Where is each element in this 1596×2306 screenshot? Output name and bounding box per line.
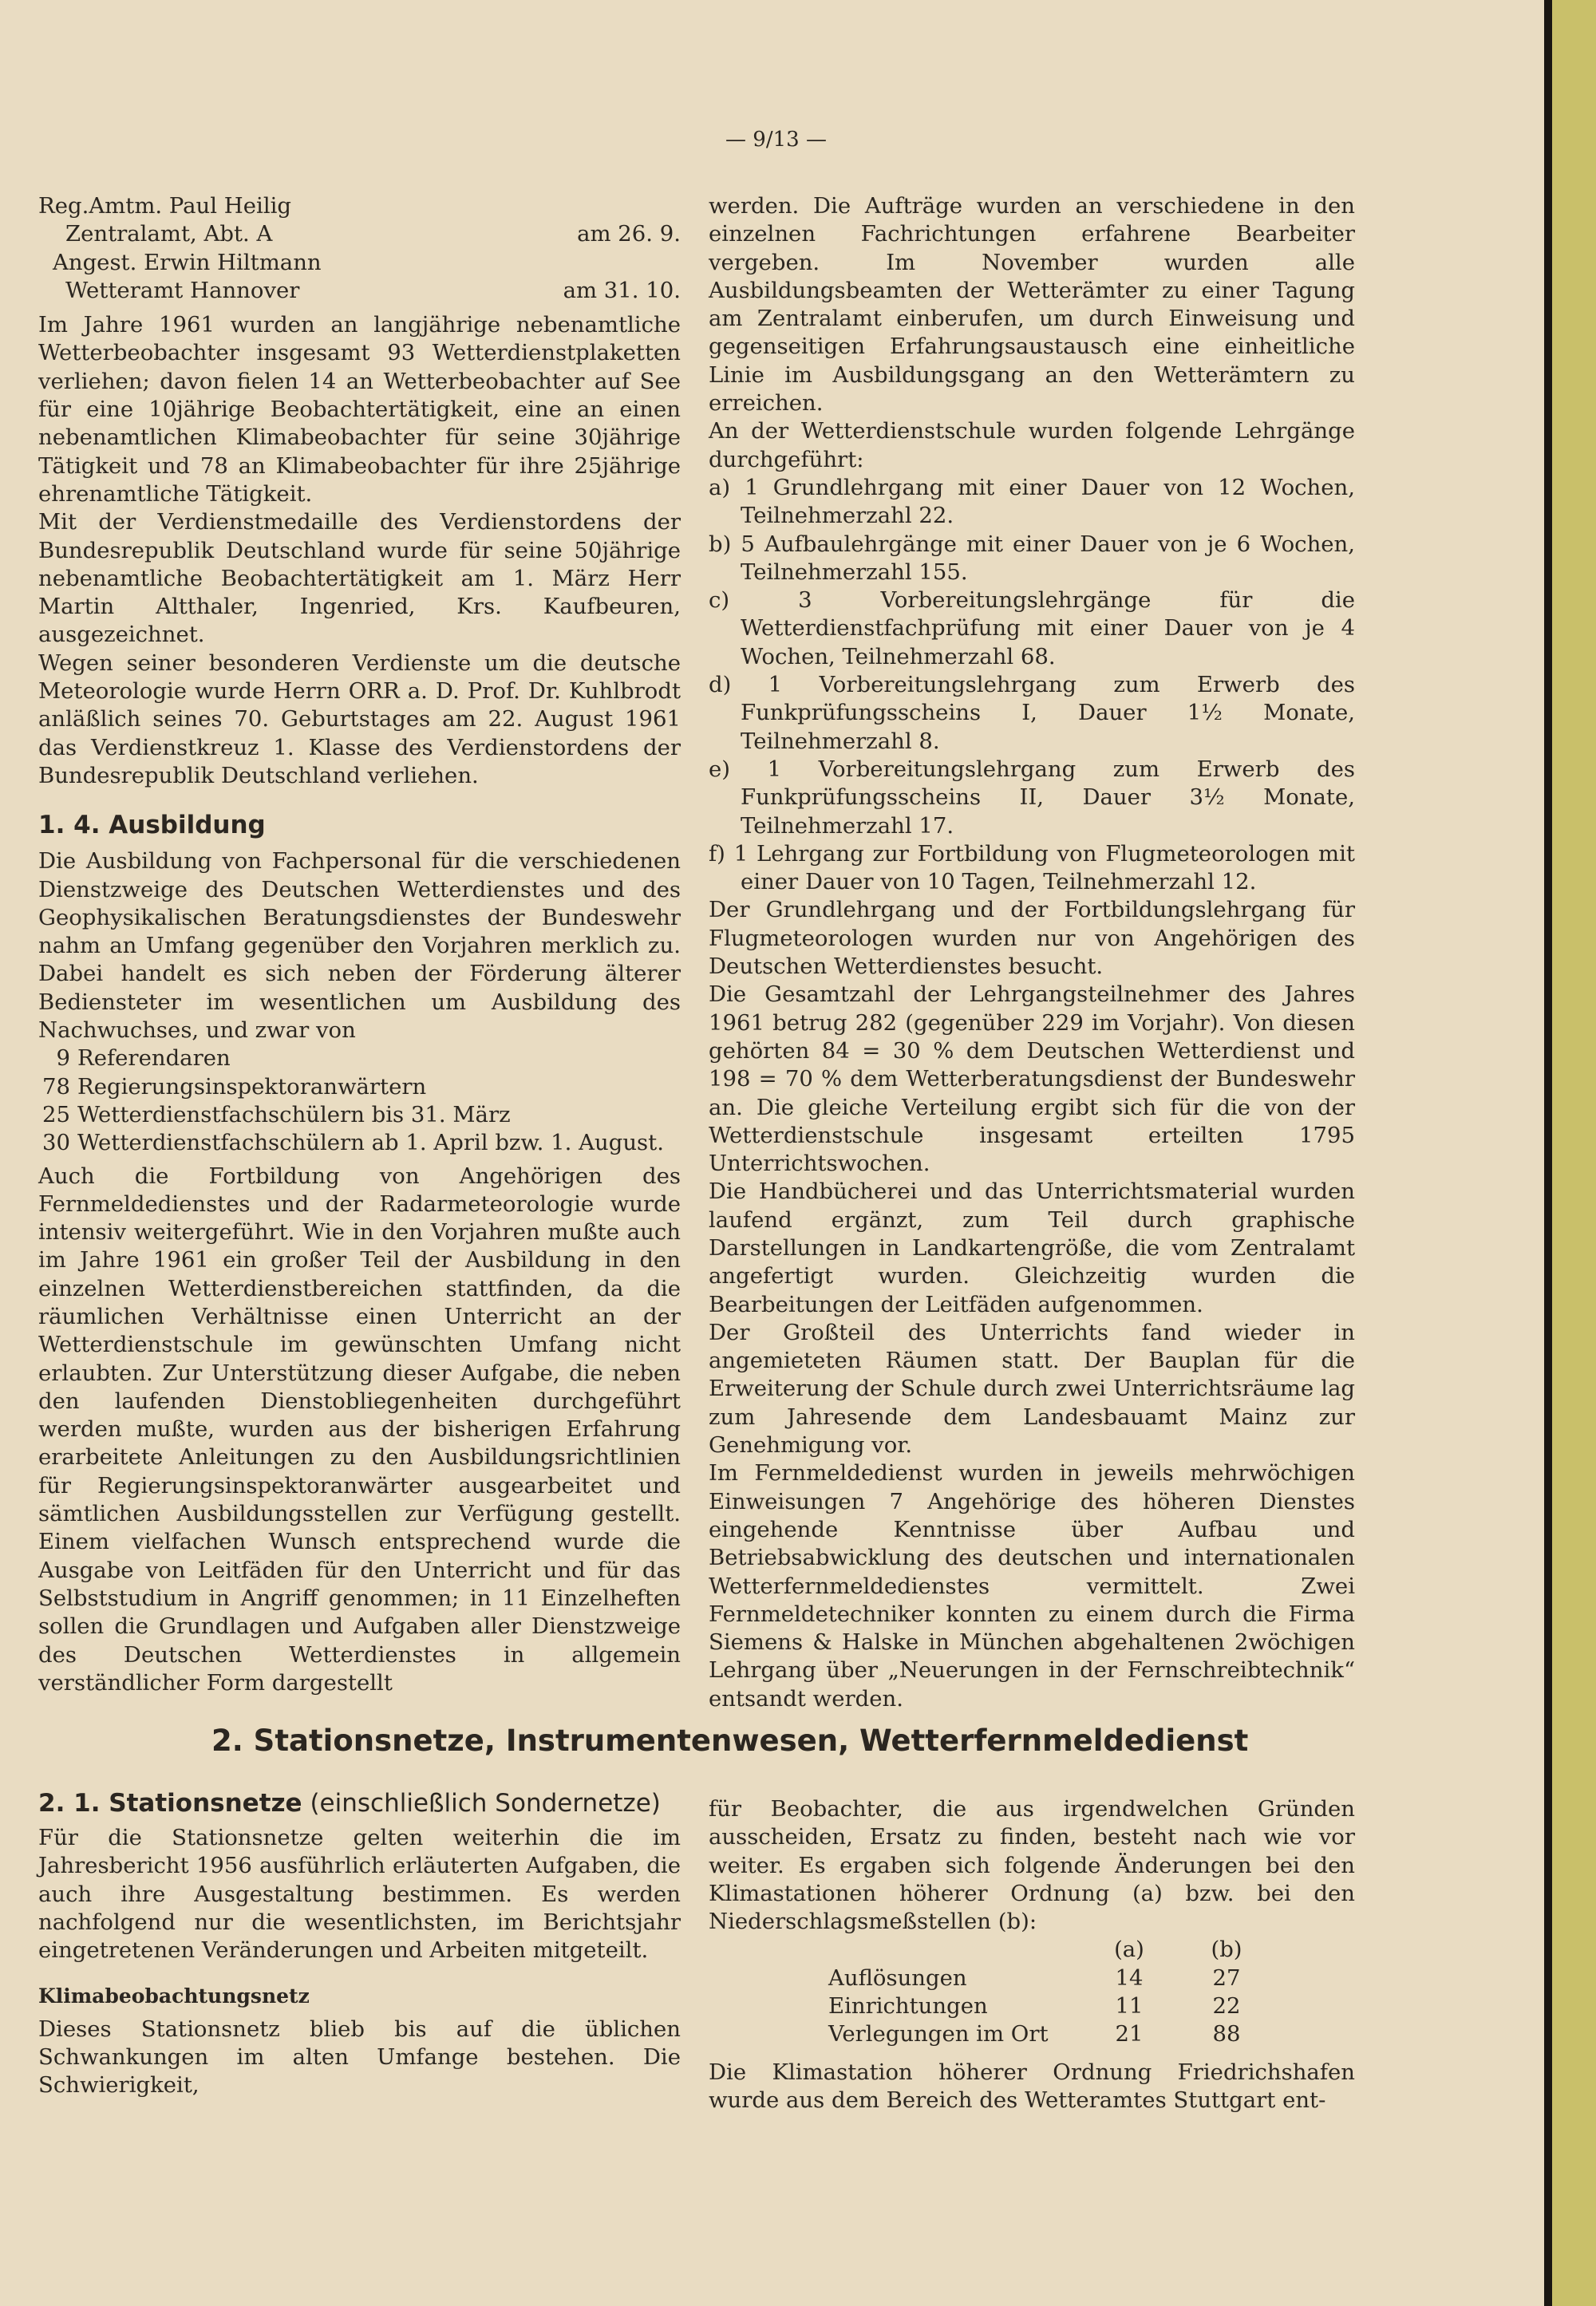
paragraph: Die Ausbildung von Fachpersonal für die verschiedenen Dienstzweige des Deutschen Wetterdienstes und des Geophysikalischen Beratungsdienstes der Bundeswehr nahm an Umfang gegenüber den Vorjahren merklich zu. Dabei handelt es sich neben der Förderung älterer Bediensteter im wesentlichen um Ausbildung des Nachwuchses, und zwar von — [38, 848, 681, 1044]
paragraph: Im Fernmeldedienst wurden in jeweils mehrwöchigen Einweisungen 7 Angehörige des höheren Dienstes eingehende Kenntnisse über Aufbau und Betriebsabwicklung des deutschen und internationalen Wetterfernmeldedienstes vermittelt. Zwei Fernmeldetechniker konnten zu einem durch die Firma Siemens & Halske in München abgehaltenen 2wöchigen Lehrgang über „Neuerungen in der Fernschreibtechnik“ entsandt werden. — [709, 1460, 1355, 1712]
table-cell-a: 14 — [1115, 1964, 1144, 1991]
paragraph: werden. Die Aufträge wurden an verschiedene in den einzelnen Fachrichtungen erfahrene Bearbeiter vergeben. Im November wurden alle Ausbildungsbeamten der Wetterämter zu einer Tagung am Zentralamt einberufen, um durch Einweisung und gegenseitigen Erfahrungsaustausch eine einheitliche Linie im Ausbildungsgang an den Wetterämtern zu erreichen. — [709, 193, 1355, 417]
right-column-lower — [709, 1795, 1355, 2114]
list-item — [38, 1101, 681, 1129]
table-cell-b: 27 — [1212, 1964, 1241, 1991]
list-text: Referendaren — [77, 1045, 231, 1072]
signatory-office-text: Wetteramt Hannover — [65, 277, 300, 303]
signatory-name-text: Angest. Erwin Hiltmann — [53, 249, 322, 275]
course-item — [709, 671, 1355, 756]
list-item — [38, 1073, 681, 1101]
subsection-heading — [38, 1787, 681, 1819]
table-cell-b: 22 — [1212, 1993, 1241, 2020]
paragraph: Im Jahre 1961 wurden an langjährige nebenamtliche Wetterbeobachter insgesamt 93 Wetterdienstplaketten verliehen; davon fielen 14 an Wetterbeobachter auf See für eine 10jährige Beobachtertätigkeit, eine an einen nebenamtlichen Klimabeobachter für seine 30jährige Tätigkeit und 78 an Klimabeobachter für ihre 25jährige ehrenamtliche Tätigkeit. — [38, 312, 681, 507]
signatory-office — [38, 277, 681, 305]
paragraph: Auch die Fortbildung von Angehörigen des Fernmeldedienstes und der Radarmeteorologie wurde intensiv weitergeführt. Wie in den Vorjahren mußte auch im Jahre 1961 ein großer Teil der Ausbildung in den einzelnen Wetterdienstbereichen stattfinden, da die räumlichen Verhältnisse einen Unterricht an der Wetterdienstschule im gewünschten Umfang nicht erlaubten. Zur Unterstützung dieser Aufgabe, die neben den laufenden Dienstobliegenheiten durchgeführt werden mußte, wurden aus der bisherigen Erfahrung erarbeitete Anleitungen zu den Ausbildungsrichtlinien für Regierungsinspektoranwärter ausgearbeitet und sämtlichen Ausbildungsstellen zur Verfügung gestellt. Einem vielfachen Wunsch entsprechend wurde die Ausgabe von Leitfäden für den Unterricht und für das Selbststudium in Angriff genommen; in 11 Einzelheften sollen die Grundlagen und Aufgaben aller Dienstzweige des Deutschen Wetterdienstes in allgemein verständlicher Form dargestellt — [38, 1163, 681, 1696]
course-label: b) — [709, 531, 732, 557]
course-label: f) — [709, 840, 725, 867]
paragraph: für Beobachter, die aus irgendwelchen Gründen ausscheiden, Ersatz zu finden, besteht nach wie vor weiter. Es ergaben sich folgende Änderungen bei den Klimastationen höherer Ordnung (a) bzw. bei den Niederschlagsmeßstellen (b): — [709, 1796, 1355, 1935]
list-count: 25 — [42, 1101, 70, 1127]
paragraph: Der Großteil des Unterrichts fand wieder in angemieteten Räumen statt. Der Bauplan für die Erweiterung der Schule durch zwei Unterrichtsräume lag zum Jahresende dem Landesbauamt Mainz zur Genehmigung vor. — [709, 1319, 1355, 1459]
paragraph: Die Handbücherei und das Unterrichtsmaterial wurden laufend ergänzt, zum Teil durch graphische Darstellungen in Landkartengröße, die vom Zentralamt angefertigt wurden. Gleichzeitig wurden die Bearbeitungen der Leitfäden aufgenommen. — [709, 1179, 1355, 1317]
course-label: a) — [709, 474, 731, 500]
signatory-office — [38, 220, 681, 248]
table-cell-a: 21 — [1115, 2021, 1144, 2047]
paragraph: Mit der Verdienstmedaille des Verdienstordens der Bundesrepublik Deutschland wurde für seine 50jährige nebenamtliche Beobachtertätigkeit am 1. März Herr Martin Altthaler, Ingenried, Krs. Kaufbeuren, ausgezeichnet. — [38, 509, 681, 648]
subsection-qualifier: (einschließlich Sondernetze) — [302, 1789, 661, 1818]
list-text: Regierungsinspektoranwärtern — [77, 1073, 427, 1100]
signatory-date: am 31. 10. — [563, 277, 681, 303]
list-text: Wetterdienstfachschülern bis 31. März — [77, 1101, 511, 1127]
list-item — [38, 1044, 681, 1072]
table-header-blank — [828, 1936, 1080, 1964]
paragraph: Wegen seiner besonderen Verdienste um die deutsche Meteorologie wurde Herrn ORR a. D. Prof. Dr. Kuhlbrodt anläßlich seines 70. Geburtstages am 22. August 1961 das Verdienstkreuz 1. Klasse des Verdienstordens der Bundesrepublik Deutschland verliehen. — [38, 650, 681, 788]
list-count: 9 — [56, 1045, 70, 1072]
chapter-heading: 2. Stationsnetze, Instrumentenwesen, Wetterfernmeldedienst — [211, 1724, 1249, 1758]
course-item — [709, 756, 1355, 840]
list-item — [38, 1129, 681, 1157]
klimabeobachtungsnetz-heading: Klimabeobachtungsnetz — [38, 1984, 310, 2008]
course-text: 1 Grundlehrgang mit einer Dauer von 12 Wochen, Teilnehmerzahl 22. — [741, 474, 1355, 529]
changes-table — [828, 1936, 1275, 2048]
paragraph: Der Grundlehrgang und der Fortbildungslehrgang für Flugmeteorologen wurden nur von Angehörigen des Deutschen Wetterdienstes besucht. — [709, 897, 1355, 980]
course-item — [709, 531, 1355, 587]
course-text: 5 Aufbaulehrgänge mit einer Dauer von je 6 Wochen, Teilnehmerzahl 155. — [741, 531, 1356, 585]
course-text: 1 Lehrgang zur Fortbildung von Flugmeteorologen mit einer Dauer von 10 Tagen, Teilnehmerzahl 12. — [733, 840, 1355, 895]
left-column-lower — [38, 1787, 681, 2100]
signatory-date: am 26. 9. — [577, 221, 681, 247]
table-row-label: Einrichtungen — [828, 1993, 988, 2020]
paragraph: Für die Stationsnetze gelten weiterhin die im Jahresbericht 1956 ausführlich erläuterten Aufgaben, die auch ihre Ausgestaltung bestimmen. Es werden nachfolgend nur die wesentlichsten, im Berichtsjahr eingetretenen Veränderungen und Arbeiten mitgeteilt. — [38, 1825, 681, 1964]
page-number: — 9/13 — — [725, 128, 827, 152]
signatory-name-text: Reg.Amtm. Paul Heilig — [38, 193, 292, 219]
paragraph: An der Wetterdienstschule wurden folgende Lehrgänge durchgeführt: — [709, 418, 1355, 472]
right-column — [709, 192, 1355, 1713]
table-row — [828, 1992, 1275, 2020]
table-cell-b: 88 — [1212, 2021, 1241, 2047]
page-edge — [1552, 0, 1596, 2306]
subsection-number-title: 2. 1. Stationsnetze — [38, 1789, 302, 1818]
signatory-name — [38, 249, 681, 277]
table-cell-a: 11 — [1115, 1993, 1144, 2020]
course-text: 1 Vorbereitungslehrgang zum Erwerb des Funkprüfungsscheins II, Dauer 3½ Monate, Teilnehmerzahl 17. — [741, 756, 1355, 839]
course-label: d) — [709, 672, 732, 698]
list-text: Wetterdienstfachschülern ab 1. April bzw. 1. August. — [77, 1130, 664, 1156]
table-row-label: Auflösungen — [828, 1964, 967, 1991]
table-row-label: Verlegungen im Ort — [828, 2021, 1049, 2047]
table-header-a: (a) — [1114, 1937, 1144, 1963]
paragraph: Die Klimastation höherer Ordnung Friedrichshafen wurde aus dem Bereich des Wetteramtes Stuttgart ent- — [709, 2059, 1355, 2113]
table-row — [828, 1964, 1275, 1992]
course-item — [709, 474, 1355, 531]
signatory-office-text: Zentralamt, Abt. A — [65, 221, 273, 247]
list-count: 30 — [42, 1130, 70, 1156]
course-text: 1 Vorbereitungslehrgang zum Erwerb des Funkprüfungsscheins I, Dauer 1½ Monate, Teilnehmerzahl 8. — [741, 672, 1355, 754]
course-item — [709, 840, 1355, 897]
paragraph: Die Gesamtzahl der Lehrgangsteilnehmer des Jahres 1961 betrug 282 (gegenüber 229 im Vorjahr). Von diesen gehörten 84 = 30 % dem Deutschen Wetterdienst und 198 = 70 % dem Wetterberatungsdienst der Bundeswehr an. Die gleiche Verteilung ergibt sich für die von der Wetterdienstschule insgesamt erteilten 1795 Unterrichtswochen. — [709, 981, 1355, 1177]
course-item — [709, 586, 1355, 671]
table-row — [828, 2020, 1275, 2048]
course-label: e) — [709, 756, 731, 782]
course-text: 3 Vorbereitungslehrgänge für die Wetterdienstfachprüfung mit einer Dauer von je 4 Wochen, Teilnehmerzahl 68. — [741, 587, 1355, 669]
signatory-name — [38, 192, 681, 220]
paragraph: Dieses Stationsnetz blieb bis auf die üblichen Schwankungen im alten Umfange bestehen. Die Schwierigkeit, — [38, 2016, 681, 2099]
table-header-b: (b) — [1211, 1937, 1242, 1963]
section-heading-ausbildung: 1. 4. Ausbildung — [38, 811, 266, 840]
left-column — [38, 192, 681, 1697]
table-header-row — [828, 1936, 1275, 1964]
course-label: c) — [709, 587, 730, 614]
list-count: 78 — [42, 1073, 70, 1100]
